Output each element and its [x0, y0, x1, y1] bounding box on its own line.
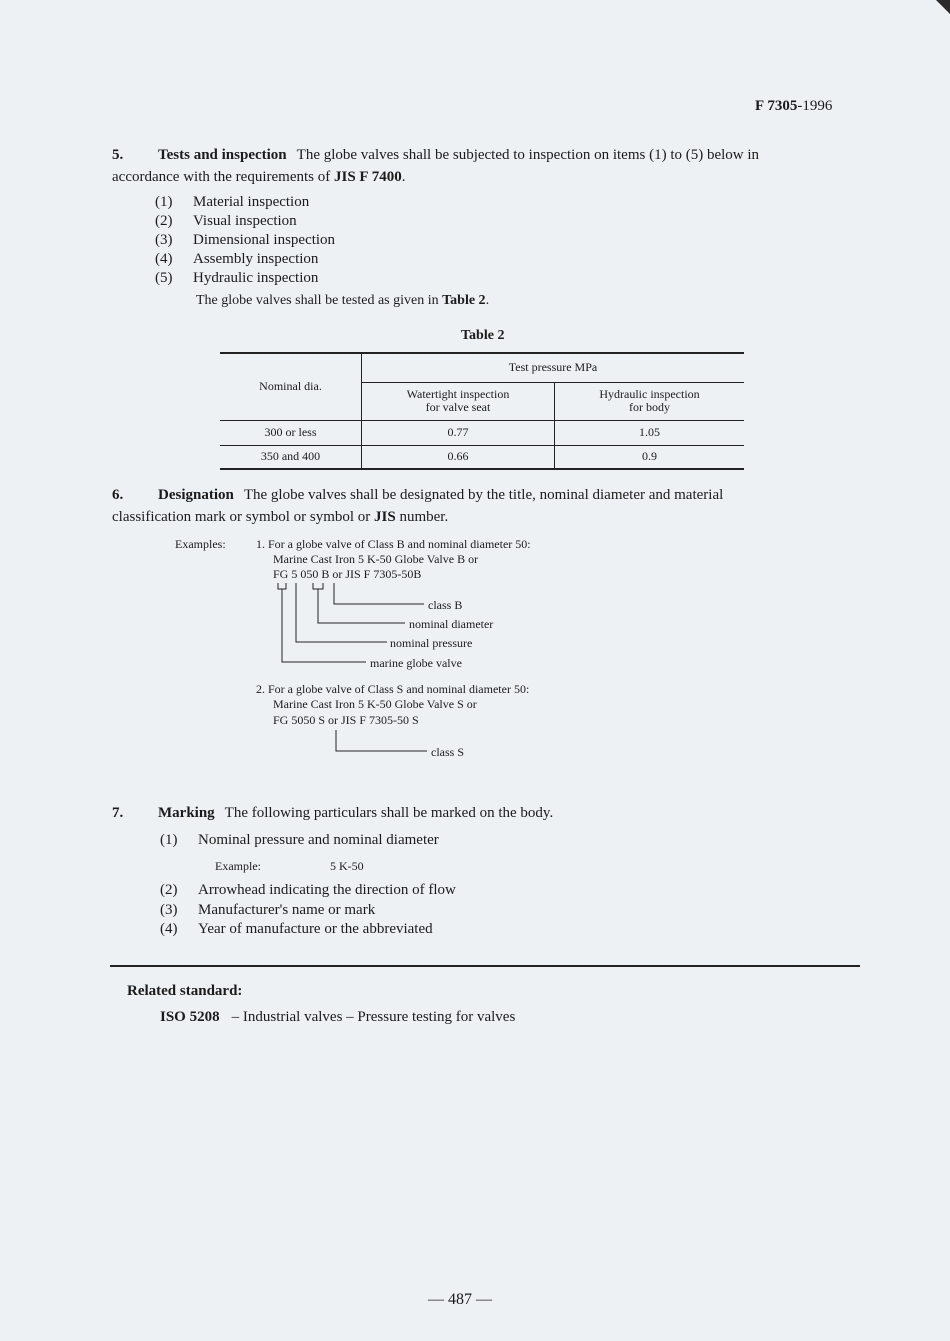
- section-6-number: 6.: [112, 487, 124, 503]
- section-7-number: 7.: [112, 805, 124, 821]
- item-number: (5): [155, 270, 173, 286]
- example-1-line-1: 1. For a globe valve of Class B and nominal diameter 50:: [256, 537, 531, 551]
- section-5-text-2: accordance with the requirements of: [112, 169, 334, 185]
- leader-nominal-pressure: [296, 583, 387, 642]
- item-number: (1): [155, 194, 173, 210]
- header-nominal-dia: Nominal dia.: [220, 353, 362, 420]
- standard-code: F 7305: [755, 98, 798, 114]
- item-number: (1): [160, 832, 178, 848]
- cell-hydraulic: 1.05: [555, 420, 745, 445]
- cell-hydraulic: 0.9: [555, 445, 745, 469]
- example-2-line-3: FG 5050 S or JIS F 7305-50 S: [273, 713, 419, 727]
- item-text: Dimensional inspection: [193, 232, 336, 248]
- section-7-line: [112, 802, 553, 824]
- label-nominal-diameter: nominal diameter: [409, 617, 494, 631]
- item-text: Nominal pressure and nominal diameter: [198, 832, 439, 848]
- header-watertight-line-2: for valve seat: [425, 400, 491, 414]
- table-2-title: Table 2: [461, 328, 505, 343]
- label-nominal-pressure: nominal pressure: [390, 636, 473, 650]
- related-standard-entry: [160, 1009, 515, 1026]
- item-text: Manufacturer's name or mark: [198, 902, 376, 918]
- related-standard-title: Related standard:: [127, 983, 243, 999]
- item-text: Year of manufacture or the abbreviated: [198, 921, 433, 937]
- example-2-line-1: 2. For a globe valve of Class S and nominal diameter 50:: [256, 682, 530, 696]
- item-number: (3): [160, 902, 178, 918]
- examples-label: Examples:: [175, 537, 226, 551]
- divider: [110, 965, 860, 967]
- cell-nominal-dia: 300 or less: [220, 420, 362, 445]
- item-number: (4): [155, 251, 173, 267]
- item-text: Visual inspection: [193, 213, 297, 229]
- section-5-number: 5.: [112, 147, 124, 163]
- leader-marine-globe-valve: [282, 589, 366, 662]
- related-standard-desc: – Industrial valves – Pressure testing for valves: [231, 1009, 516, 1025]
- period: .: [485, 293, 490, 308]
- section-5-title: Tests and inspection: [158, 147, 287, 163]
- item-number: (4): [160, 921, 178, 937]
- example-2-line-2: Marine Cast Iron 5 K-50 Globe Valve S or: [273, 697, 477, 711]
- item-number: (3): [155, 232, 173, 248]
- jis-reference: JIS F 7400: [333, 169, 402, 185]
- page-number: — 487 —: [428, 1291, 492, 1308]
- header-hydraulic-line-1: Hydraulic inspection: [599, 387, 700, 401]
- item-text: Arrowhead indicating the direction of flow: [198, 882, 456, 898]
- leader-class-s: [336, 730, 427, 751]
- label-class-b: class B: [428, 598, 463, 612]
- item-text: Material inspection: [193, 194, 310, 210]
- cell-watertight: 0.77: [362, 420, 555, 445]
- bracket-fg: [278, 583, 286, 589]
- leader-nominal-diameter: [318, 589, 405, 623]
- item-number: (2): [160, 882, 178, 898]
- jis-reference: JIS: [374, 509, 396, 525]
- section-6-title: Designation: [158, 487, 234, 503]
- bracket-050: [313, 583, 323, 589]
- section-6-text-3: number.: [395, 509, 449, 525]
- example-1-line-2: Marine Cast Iron 5 K-50 Globe Valve B or: [273, 552, 479, 566]
- item-number: (2): [155, 213, 173, 229]
- header-test-pressure: Test pressure MPa: [362, 353, 745, 382]
- label-marine-globe-valve: marine globe valve: [370, 656, 462, 670]
- section-7-title: Marking: [158, 805, 215, 821]
- section-6-text-2: classification mark or symbol or symbol or: [112, 509, 375, 525]
- marking-item: [160, 920, 433, 939]
- marking-item: [160, 901, 375, 920]
- label-class-s: class S: [431, 745, 464, 759]
- section-6-text-1: The globe valves shall be designated by the title, nominal diameter and material: [243, 487, 724, 503]
- standard-year: -1996: [797, 98, 833, 114]
- header-hydraulic-line-2: for body: [629, 400, 670, 414]
- leader-class-b: [334, 583, 424, 604]
- example-label: Example:: [215, 859, 261, 873]
- period: .: [401, 169, 406, 185]
- example-value: 5 K-50: [330, 859, 364, 873]
- section-7-text: The following particulars shall be marked on the body.: [224, 805, 554, 821]
- marking-item: [160, 831, 439, 850]
- cell-nominal-dia: 350 and 400: [220, 445, 362, 469]
- related-standard-code: ISO 5208: [160, 1009, 220, 1025]
- example-1-line-3: FG 5 050 B or JIS F 7305-50B: [273, 567, 422, 581]
- marking-item: [160, 881, 456, 900]
- header-watertight-line-1: Watertight inspection: [406, 387, 510, 401]
- item-text: Hydraulic inspection: [193, 270, 319, 286]
- note-text: The globe valves shall be tested as given in: [196, 293, 443, 308]
- note-table-ref: Table 2: [442, 293, 486, 308]
- section-5-text-1: The globe valves shall be subjected to inspection on items (1) to (5) below in: [296, 147, 760, 163]
- item-text: Assembly inspection: [193, 251, 319, 267]
- cell-watertight: 0.66: [362, 445, 555, 469]
